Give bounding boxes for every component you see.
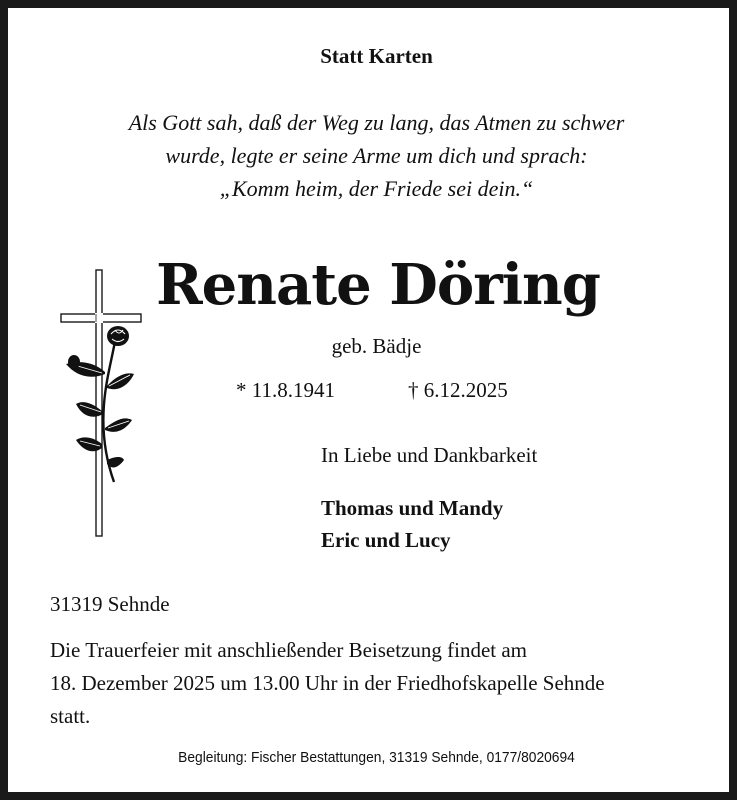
service-line: statt. <box>50 704 91 728</box>
place-line: 31319 Sehnde <box>50 592 170 616</box>
deceased-name: Renate Döring <box>156 252 600 318</box>
quote-line: Als Gott sah, daß der Weg zu lang, das Atmen zu schwer <box>128 110 625 135</box>
death-date: † 6.12.2025 <box>408 378 508 402</box>
birth-date: * 11.8.1941 <box>236 378 335 402</box>
condolence-quote <box>8 106 737 205</box>
mourner-name: Thomas und Mandy <box>321 496 504 520</box>
mourners-list <box>321 492 503 556</box>
notice-header: Statt Karten <box>320 44 433 68</box>
dedication-line: In Liebe und Dankbarkeit <box>321 443 538 467</box>
maiden-name: geb. Bädje <box>331 334 422 358</box>
funeral-service-info <box>50 634 720 733</box>
mourner-name: Eric und Lucy <box>321 528 451 552</box>
quote-line: wurde, legte er seine Arme um dich und sprach: <box>165 143 588 168</box>
quote-line: „Komm heim, der Friede sei dein.“ <box>219 176 534 201</box>
funeral-home-line: Begleitung: Fischer Bestattungen, 31319 Sehnde, 0177/8020694 <box>178 749 575 766</box>
service-line: 18. Dezember 2025 um 13.00 Uhr in der Friedhofskapelle Sehnde <box>50 671 605 695</box>
service-line: Die Trauerfeier mit anschließender Beisetzung findet am <box>50 638 528 662</box>
